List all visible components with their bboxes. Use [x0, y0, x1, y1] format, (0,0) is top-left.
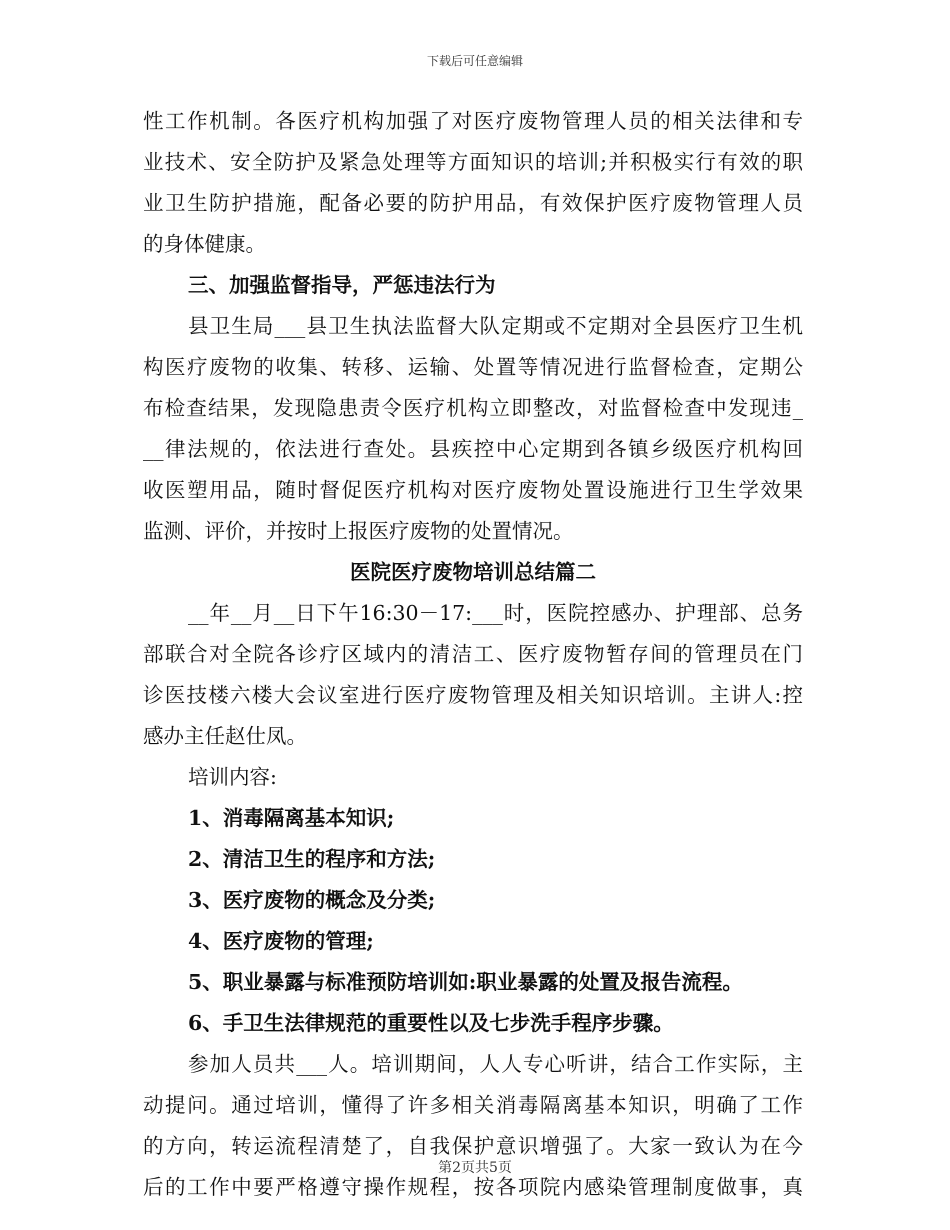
paragraph-line: 参加人员共___人。培训期间，人人专心听讲，结合工作实际，主 [188, 1052, 803, 1076]
paragraph-line: 的身体健康。 [143, 232, 266, 256]
paragraph-line: 感办主任赵仕凤。 [143, 724, 307, 748]
paragraph-line: __律法规的，依法进行查处。县疾控中心定期到各镇乡级医疗机构回 [143, 437, 803, 461]
paragraph-line: 监测、评价，并按时上报医疗废物的处置情况。 [143, 519, 574, 543]
training-label: 培训内容: [188, 765, 277, 789]
paragraph-line: 布检查结果，发现隐患责令医疗机构立即整改，对监督检查中发现违_ [143, 396, 803, 420]
list-item: 6、手卫生法律规范的重要性以及七步洗手程序步骤。 [188, 1011, 674, 1035]
paragraph-line: 动提问。通过培训，懂得了许多相关消毒隔离基本知识，明确了工作 [143, 1093, 803, 1117]
paragraph-line: 后的工作中要严格遵守操作规程，按各项院内感染管理制度做事，真 [143, 1175, 803, 1199]
paragraph-line: __年__月__日下午16:30－17:___时，医院控感办、护理部、总务 [188, 601, 803, 625]
paragraph-line: 业技术、安全防护及紧急处理等方面知识的培训;并积极实行有效的职 [143, 150, 803, 174]
list-item: 2、清洁卫生的程序和方法; [188, 847, 436, 871]
paragraph-line: 性工作机制。各医疗机构加强了对医疗废物管理人员的相关法律和专 [143, 109, 803, 133]
list-item: 5、职业暴露与标准预防培训如:职业暴露的处置及报告流程。 [188, 970, 743, 994]
paragraph-line: 业卫生防护措施，配备必要的防护用品，有效保护医疗废物管理人员 [143, 191, 803, 215]
list-item: 4、医疗废物的管理; [188, 929, 374, 953]
section-title: 医院医疗废物培训总结篇二 [350, 560, 596, 584]
list-item: 3、医疗废物的概念及分类; [188, 888, 436, 912]
page-header: 下载后可任意编辑 [426, 54, 523, 68]
paragraph-line: 诊医技楼六楼大会议室进行医疗废物管理及相关知识培训。主讲人:控 [143, 683, 803, 707]
paragraph-line: 部联合对全院各诊疗区域内的清洁工、医疗废物暂存间的管理员在门 [143, 642, 803, 666]
paragraph-line: 构医疗废物的收集、转移、运输、处置等情况进行监督检查，定期公 [143, 355, 803, 379]
paragraph-line: 县卫生局___县卫生执法监督大队定期或不定期对全县医疗卫生机 [188, 314, 803, 338]
paragraph-line: 收医塑用品，随时督促医疗机构对医疗废物处置设施进行卫生学效果 [143, 478, 803, 502]
page-footer: 第2页共5页 [438, 1160, 512, 1176]
document-body [143, 101, 803, 1208]
list-item: 1、消毒隔离基本知识; [188, 806, 395, 830]
section-heading: 三、加强监督指导，严惩违法行为 [188, 273, 496, 297]
paragraph-line: 的方向，转运流程清楚了，自我保护意识增强了。大家一致认为在今 [143, 1134, 803, 1158]
